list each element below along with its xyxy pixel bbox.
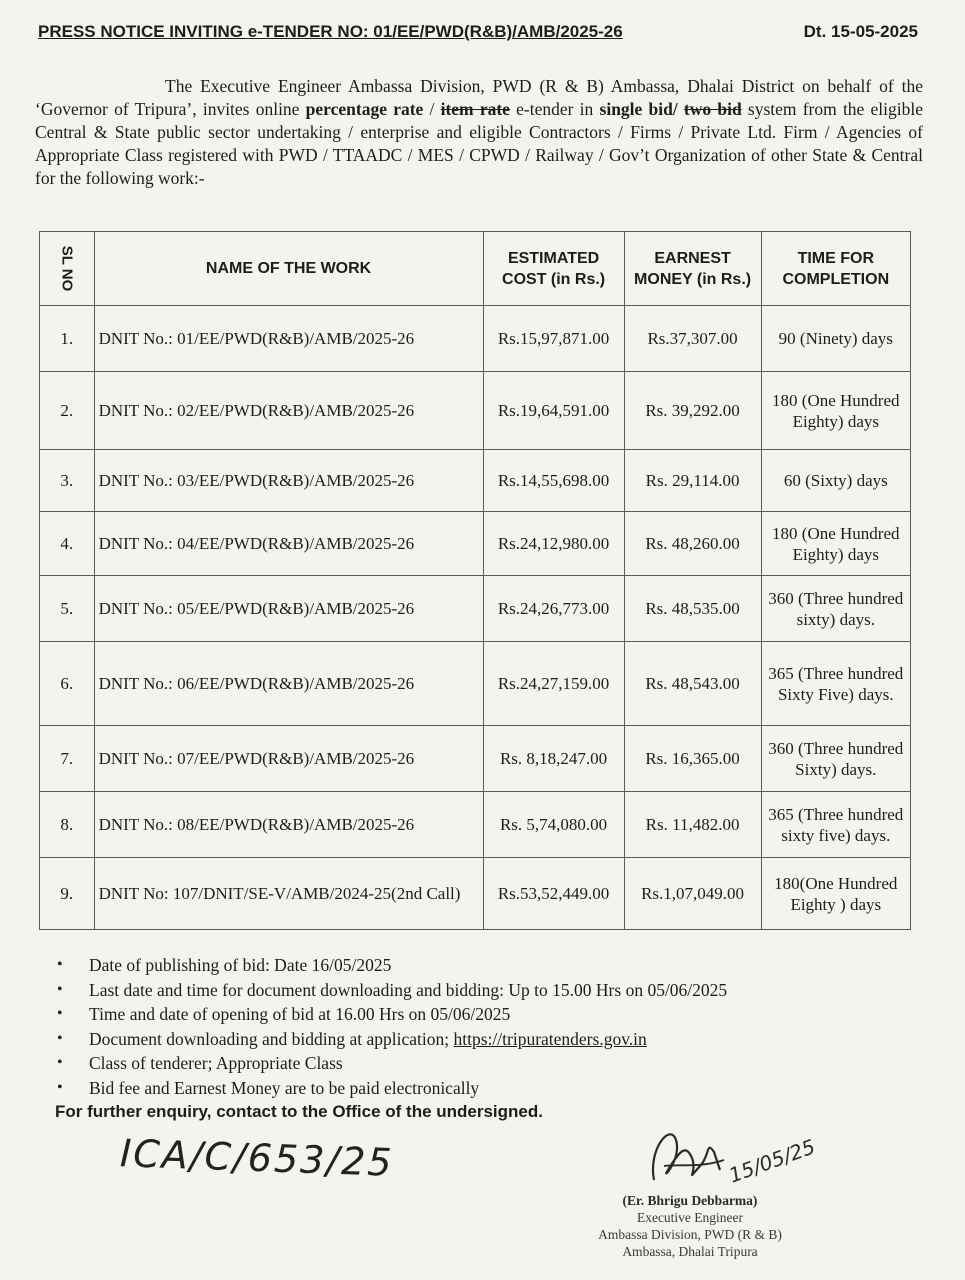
row-estimated-cost: Rs.19,64,591.00 <box>483 372 624 450</box>
row-sl: 9. <box>40 858 95 930</box>
header-sl: SL NO <box>40 232 95 306</box>
signatory-designation: Executive Engineer <box>636 1210 744 1225</box>
row-completion-time: 365 (Three hundred sixty five) days. <box>761 792 910 858</box>
row-sl: 1. <box>40 306 95 372</box>
row-work-name: DNIT No.: 03/EE/PWD(R&B)/AMB/2025-26 <box>94 450 483 512</box>
intro-strike-2: two bid <box>683 99 742 119</box>
row-earnest-money: Rs. 29,114.00 <box>624 450 761 512</box>
row-work-name: DNIT No.: 01/EE/PWD(R&B)/AMB/2025-26 <box>94 306 483 372</box>
intro-paragraph <box>35 75 923 190</box>
works-table <box>39 231 911 930</box>
row-earnest-money: Rs. 48,260.00 <box>624 512 761 576</box>
intro-text-2: e-tender in <box>509 99 600 119</box>
header-time: TIME FOR COMPLETION <box>761 232 910 306</box>
row-earnest-money: Rs. 48,535.00 <box>624 576 761 642</box>
table-row <box>40 792 911 858</box>
row-completion-time: 180 (One Hundred Eighty) days <box>761 512 910 576</box>
list-item: • Bid fee and Earnest Money are to be paid electronically <box>55 1076 935 1101</box>
signature-date: 15/05/25 <box>725 1134 819 1188</box>
row-estimated-cost: Rs.24,26,773.00 <box>483 576 624 642</box>
table-row <box>40 576 911 642</box>
signatory-office: Ambassa Division, PWD (R & B) <box>598 1227 782 1242</box>
row-estimated-cost: Rs.14,55,698.00 <box>483 450 624 512</box>
row-sl: 8. <box>40 792 95 858</box>
row-earnest-money: Rs. 48,543.00 <box>624 642 761 726</box>
notice-date: Dt. 15-05-2025 <box>803 22 918 41</box>
list-item-text: Document downloading and bidding at application; <box>89 1028 454 1049</box>
row-work-name: DNIT No.: 08/EE/PWD(R&B)/AMB/2025-26 <box>94 792 483 858</box>
list-item <box>55 1027 935 1052</box>
table-row <box>40 858 911 930</box>
notice-title: PRESS NOTICE INVITING e-TENDER NO: 01/EE/PWD(R&B)/AMB/2025-26 <box>38 22 623 41</box>
row-estimated-cost: Rs. 8,18,247.00 <box>483 726 624 792</box>
row-estimated-cost: Rs. 5,74,080.00 <box>483 792 624 858</box>
handwritten-reference: ICA/C/653/25 <box>119 1131 395 1185</box>
list-item: • Last date and time for document downloading and bidding: Up to 15.00 Hrs on 05/06/2025 <box>55 978 935 1003</box>
notice-header <box>38 22 918 42</box>
intro-slash: / <box>423 99 441 119</box>
row-sl: 3. <box>40 450 95 512</box>
signatory-block <box>560 1192 820 1260</box>
header-name: NAME OF THE WORK <box>94 232 483 306</box>
intro-text-3: system from the eligible Central & State public sector undertaking / enterprise and eligible Contractors / Firms / Private Ltd. Firm / Agencies of Appropriate Class registered with PWD / TTAADC / MES / CPWD / Railway / Gov’t Organization of other State & Central for the following work:- <box>35 99 924 188</box>
table-row <box>40 372 911 450</box>
table-row <box>40 726 911 792</box>
table-row <box>40 306 911 372</box>
intro-bold-2: single bid/ <box>599 99 678 119</box>
row-work-name: DNIT No: 107/DNIT/SE-V/AMB/2024-25(2nd Call) <box>94 858 483 930</box>
row-estimated-cost: Rs.15,97,871.00 <box>483 306 624 372</box>
table-row <box>40 642 911 726</box>
list-item: • Class of tenderer; Appropriate Class <box>55 1051 935 1076</box>
row-completion-time: 180(One Hundred Eighty ) days <box>761 858 910 930</box>
row-sl: 5. <box>40 576 95 642</box>
list-item: • Time and date of opening of bid at 16.00 Hrs on 05/06/2025 <box>55 1002 935 1027</box>
table-row <box>40 450 911 512</box>
intro-text-1: The Executive Engineer Ambassa Division, PWD (R & B) Ambassa, Dhalai District on behalf of the ‘Governor of Tripura’, invites online <box>35 76 923 119</box>
row-work-name: DNIT No.: 04/EE/PWD(R&B)/AMB/2025-26 <box>94 512 483 576</box>
row-sl: 2. <box>40 372 95 450</box>
row-completion-time: 90 (Ninety) days <box>761 306 910 372</box>
row-earnest-money: Rs. 11,482.00 <box>624 792 761 858</box>
row-completion-time: 180 (One Hundred Eighty) days <box>761 372 910 450</box>
row-earnest-money: Rs.37,307.00 <box>624 306 761 372</box>
row-estimated-cost: Rs.24,27,159.00 <box>483 642 624 726</box>
table-header-row <box>40 232 911 306</box>
signature-mark <box>640 1110 820 1200</box>
tender-portal-link[interactable]: https://tripuratenders.gov.in <box>453 1028 647 1049</box>
signatory-name: (Er. Bhrigu Debbarma) <box>622 1193 758 1208</box>
enquiry-note: For further enquiry, contact to the Office of the undersigned. <box>55 1102 543 1121</box>
list-item: • Date of publishing of bid: Date 16/05/2025 <box>55 953 935 978</box>
row-work-name: DNIT No.: 02/EE/PWD(R&B)/AMB/2025-26 <box>94 372 483 450</box>
row-earnest-money: Rs.1,07,049.00 <box>624 858 761 930</box>
row-sl: 7. <box>40 726 95 792</box>
row-completion-time: 365 (Three hundred Sixty Five) days. <box>761 642 910 726</box>
header-cost: ESTIMATED COST (in Rs.) <box>483 232 624 306</box>
row-estimated-cost: Rs.53,52,449.00 <box>483 858 624 930</box>
row-work-name: DNIT No.: 05/EE/PWD(R&B)/AMB/2025-26 <box>94 576 483 642</box>
table-row <box>40 512 911 576</box>
row-completion-time: 360 (Three hundred sixty) days. <box>761 576 910 642</box>
row-completion-time: 60 (Sixty) days <box>761 450 910 512</box>
header-money: EARNEST MONEY (in Rs.) <box>624 232 761 306</box>
signatory-place: Ambassa, Dhalai Tripura <box>622 1244 758 1259</box>
row-earnest-money: Rs. 39,292.00 <box>624 372 761 450</box>
row-sl: 6. <box>40 642 95 726</box>
row-work-name: DNIT No.: 07/EE/PWD(R&B)/AMB/2025-26 <box>94 726 483 792</box>
row-sl: 4. <box>40 512 95 576</box>
intro-strike-1: item rate <box>440 99 510 119</box>
row-estimated-cost: Rs.24,12,980.00 <box>483 512 624 576</box>
intro-bold-1: percentage rate <box>305 99 424 119</box>
row-work-name: DNIT No.: 06/EE/PWD(R&B)/AMB/2025-26 <box>94 642 483 726</box>
bid-details-list <box>55 953 935 1100</box>
row-earnest-money: Rs. 16,365.00 <box>624 726 761 792</box>
row-completion-time: 360 (Three hundred Sixty) days. <box>761 726 910 792</box>
